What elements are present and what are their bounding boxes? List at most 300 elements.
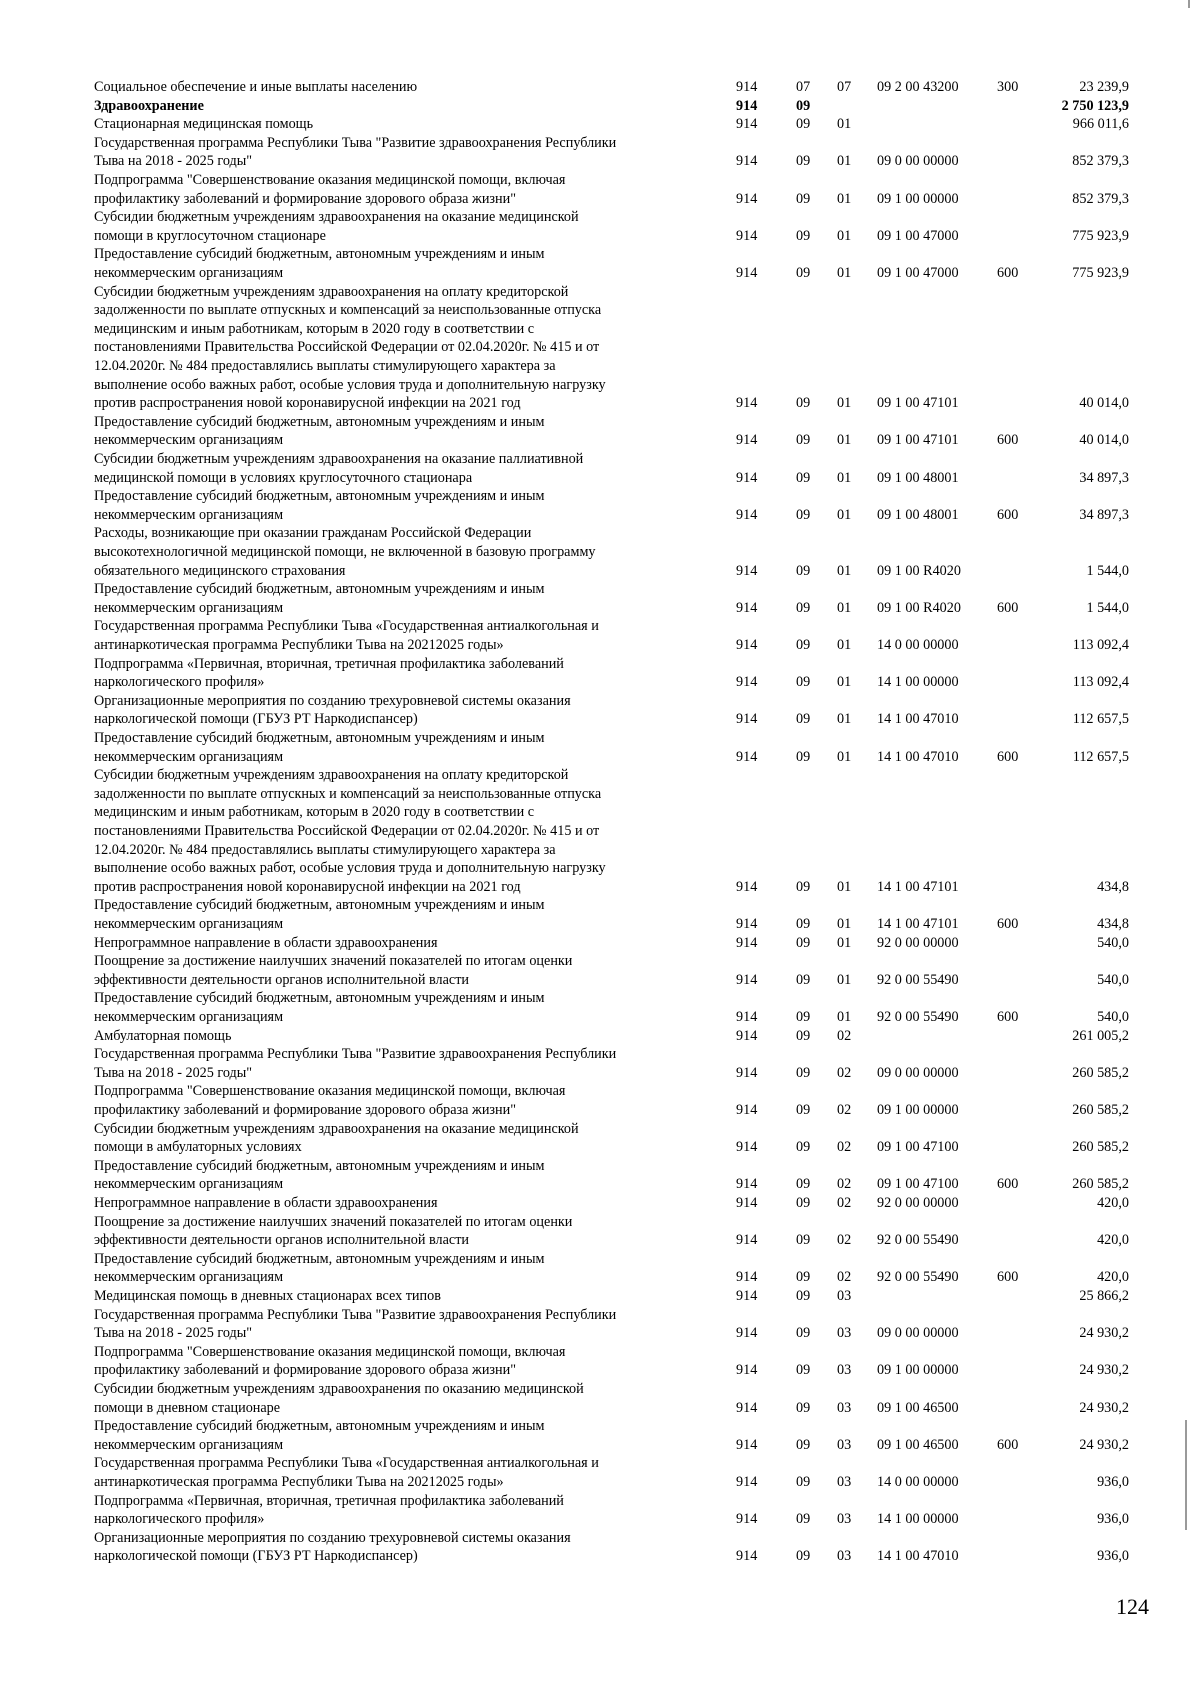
amount: 420,0 [1097, 1269, 1129, 1286]
table-row [0, 413, 1200, 450]
subsection-code: 02 [837, 1027, 852, 1044]
expense-type-code: 600 [997, 1008, 1019, 1025]
amount: 112 657,5 [1072, 748, 1129, 765]
amount: 40 014,0 [1079, 432, 1129, 449]
amount: 936,0 [1097, 1473, 1129, 1490]
row-description [94, 896, 700, 933]
row-description-line: эффективности деятельности органов исполнительной власти [94, 1232, 469, 1249]
row-description-line: задолженности по выплате отпускных и компенсаций за неиспользованные отпуска [94, 302, 602, 319]
amount: 112 657,5 [1072, 711, 1129, 728]
row-description-line: некоммерческим организациям [94, 1436, 284, 1453]
expense-type-code: 600 [997, 915, 1019, 932]
page-number: 124 [1116, 1594, 1149, 1619]
row-description [94, 952, 700, 989]
section-code: 07 [796, 79, 811, 95]
row-description-line: Предоставление субсидий бюджетным, автономным учреждениям и иным [94, 730, 545, 746]
admin-code: 914 [736, 1139, 758, 1156]
row-description-line: некоммерческим организациям [94, 748, 284, 765]
row-description-line: наркологической помощи (ГБУЗ РТ Наркодиспансер) [94, 1548, 418, 1565]
row-description-line: наркологического профиля» [94, 674, 265, 691]
amount: 34 897,3 [1079, 506, 1129, 523]
table-row [0, 692, 1200, 729]
scan-edge-line [1185, 1420, 1187, 1530]
row-description [94, 134, 700, 171]
admin-code: 914 [736, 469, 758, 486]
subsection-code: 03 [837, 1325, 852, 1342]
subsection-code: 01 [837, 506, 852, 523]
row-description-line: некоммерческим организациям [94, 599, 284, 616]
row-description [94, 1287, 700, 1306]
row-description-line: Тыва на 2018 - 2025 годы" [94, 1064, 253, 1081]
amount: 540,0 [1097, 934, 1129, 951]
subsection-code: 02 [837, 1269, 852, 1286]
target-article-code: 09 1 00 47000 [877, 227, 959, 244]
table-row [0, 245, 1200, 282]
amount: 1 544,0 [1086, 599, 1129, 616]
target-article-code: 09 1 00 R4020 [877, 562, 961, 579]
row-description-line: Предоставление субсидий бюджетным, автономным учреждениям и иным [94, 1250, 545, 1267]
admin-code: 914 [736, 1269, 758, 1286]
expense-type-code: 600 [997, 506, 1019, 523]
subsection-code: 01 [837, 562, 852, 579]
table-row [0, 934, 1200, 953]
admin-code: 914 [736, 674, 758, 691]
expense-type-code: 300 [997, 79, 1019, 95]
section-code: 09 [796, 915, 811, 932]
subsection-code: 02 [837, 1139, 852, 1156]
row-description [94, 729, 700, 766]
row-description-line: Субсидии бюджетным учреждениям здравоохранения по оказанию медицинской [94, 1381, 584, 1397]
row-description-line: Поощрение за достижение наилучших значений показателей по итогам оценки [94, 1213, 573, 1230]
target-article-code: 09 1 00 R4020 [877, 599, 961, 616]
amount: 260 585,2 [1072, 1101, 1129, 1118]
admin-code: 914 [736, 1362, 758, 1379]
row-description-line: профилактику заболеваний и формирование здорового образа жизни" [94, 190, 516, 207]
section-code: 09 [796, 264, 811, 281]
section-code: 09 [796, 711, 811, 728]
section-code: 09 [796, 562, 811, 579]
admin-code: 914 [736, 227, 758, 244]
row-description-line: Предоставление субсидий бюджетным, автономным учреждениям и иным [94, 990, 545, 1007]
row-description-line: некоммерческим организациям [94, 915, 284, 932]
subsection-code: 03 [837, 1399, 852, 1416]
row-description-line: Предоставление субсидий бюджетным, автономным учреждениям и иным [94, 488, 545, 505]
row-description-line: наркологической помощи (ГБУЗ РТ Наркодиспансер) [94, 711, 418, 728]
admin-code: 914 [736, 1101, 758, 1118]
amount: 540,0 [1097, 971, 1129, 988]
expense-type-code: 600 [997, 748, 1019, 765]
section-code: 09 [796, 1436, 811, 1453]
amount: 775 923,9 [1072, 264, 1129, 281]
row-description-line: некоммерческим организациям [94, 432, 284, 449]
section-code: 09 [796, 116, 811, 133]
row-description [94, 1417, 700, 1454]
table-row [0, 1045, 1200, 1082]
row-description-line: Субсидии бюджетным учреждениям здравоохранения на оказание медицинской [94, 209, 579, 226]
admin-code: 914 [736, 636, 758, 653]
row-description-line: некоммерческим организациям [94, 506, 284, 523]
row-description-line: Здравоохранение [94, 97, 204, 114]
row-description [94, 989, 700, 1026]
row-description [94, 97, 700, 116]
table-row [0, 1529, 1200, 1566]
target-article-code: 09 2 00 43200 [877, 79, 959, 95]
row-description-line: медицинской помощи в условиях круглосуточного стационара [94, 469, 473, 486]
admin-code: 914 [736, 1548, 758, 1565]
subsection-code: 02 [837, 1195, 852, 1211]
row-description-line: Непрограммное направление в области здравоохранения [94, 1195, 438, 1211]
subsection-code: 01 [837, 116, 852, 133]
expense-type-code: 600 [997, 599, 1019, 616]
amount: 24 930,2 [1079, 1436, 1129, 1453]
target-article-code: 09 1 00 48001 [877, 506, 959, 523]
target-article-code: 09 1 00 46500 [877, 1399, 959, 1416]
table-row [0, 283, 1200, 413]
target-article-code: 92 0 00 55490 [877, 971, 959, 988]
row-description-line: Непрограммное направление в области здравоохранения [94, 934, 438, 951]
row-description [94, 283, 700, 413]
row-description [94, 1120, 700, 1157]
subsection-code: 01 [837, 227, 852, 244]
subsection-code: 01 [837, 599, 852, 616]
target-article-code: 09 0 00 00000 [877, 1325, 959, 1342]
admin-code: 914 [736, 934, 758, 951]
section-code: 09 [796, 190, 811, 207]
row-description [94, 617, 700, 654]
row-description [94, 78, 700, 97]
row-description-line: постановлениями Правительства Российской Федерации от 02.04.2020г. № 415 и от [94, 339, 600, 356]
target-article-code: 14 1 00 47101 [877, 878, 959, 895]
table-row [0, 952, 1200, 989]
row-description [94, 580, 700, 617]
admin-code: 914 [736, 432, 758, 449]
row-description-line: 12.04.2020г. № 484 предоставлялись выплаты стимулирующего характера за [94, 357, 556, 374]
section-code: 09 [796, 97, 811, 114]
row-description-line: медицинским и иным работникам, которым в 2020 году в соответствии с [94, 804, 535, 821]
section-code: 09 [796, 599, 811, 616]
section-code: 09 [796, 1325, 811, 1342]
amount: 261 005,2 [1072, 1027, 1129, 1044]
expense-type-code: 600 [997, 264, 1019, 281]
admin-code: 914 [736, 1176, 758, 1193]
amount: 24 930,2 [1079, 1325, 1129, 1342]
row-description [94, 1454, 700, 1491]
table-row [0, 134, 1200, 171]
row-description-line: Медицинская помощь в дневных стационарах всех типов [94, 1288, 441, 1304]
table-row [0, 1194, 1200, 1213]
target-article-code: 92 0 00 00000 [877, 1195, 959, 1211]
table-row [0, 617, 1200, 654]
expense-type-code: 600 [997, 432, 1019, 449]
amount: 966 011,6 [1072, 116, 1129, 133]
section-code: 09 [796, 469, 811, 486]
admin-code: 914 [736, 153, 758, 170]
row-description-line: Предоставление субсидий бюджетным, автономным учреждениям и иным [94, 897, 545, 914]
target-article-code: 92 0 00 55490 [877, 1232, 959, 1249]
amount: 420,0 [1097, 1195, 1129, 1211]
target-article-code: 09 1 00 46500 [877, 1436, 959, 1453]
amount: 34 897,3 [1079, 469, 1129, 486]
row-description-line: Организационные мероприятия по созданию трехуровневой системы оказания [94, 1529, 571, 1546]
table-row [0, 1417, 1200, 1454]
subsection-code: 01 [837, 878, 852, 895]
table-row [0, 729, 1200, 766]
admin-code: 914 [736, 971, 758, 988]
amount: 420,0 [1097, 1232, 1129, 1249]
amount: 260 585,2 [1072, 1176, 1129, 1193]
row-description-line: Подпрограмма «Первичная, вторичная, третичная профилактика заболеваний [94, 1492, 564, 1509]
section-code: 09 [796, 1473, 811, 1490]
admin-code: 914 [736, 1288, 758, 1304]
row-description-line: Государственная программа Республики Тыва "Развитие здравоохранения Республики [94, 1306, 617, 1323]
target-article-code: 92 0 00 00000 [877, 934, 959, 951]
row-description-line: Государственная программа Республики Тыва «Государственная антиалкогольная и [94, 1455, 599, 1472]
section-code: 09 [796, 1548, 811, 1565]
row-description-line: Социальное обеспечение и иные выплаты населению [94, 79, 418, 95]
row-description-line: Подпрограмма "Совершенствование оказания медицинской помощи, включая [94, 1083, 566, 1100]
row-description-line: некоммерческим организациям [94, 264, 284, 281]
table-row [0, 524, 1200, 580]
amount: 434,8 [1097, 915, 1129, 932]
row-description-line: Субсидии бюджетным учреждениям здравоохранения на оплату кредиторской [94, 767, 569, 784]
amount: 113 092,4 [1072, 674, 1129, 691]
row-description-line: Государственная программа Республики Тыва "Развитие здравоохранения Республики [94, 134, 617, 151]
expense-type-code: 600 [997, 1176, 1019, 1193]
subsection-code: 01 [837, 674, 852, 691]
subsection-code: 03 [837, 1288, 852, 1304]
section-code: 09 [796, 1362, 811, 1379]
admin-code: 914 [736, 599, 758, 616]
admin-code: 914 [736, 1473, 758, 1490]
target-article-code: 09 0 00 00000 [877, 153, 959, 170]
row-description [94, 1306, 700, 1343]
row-description-line: Предоставление субсидий бюджетным, автономным учреждениям и иным [94, 413, 545, 430]
subsection-code: 03 [837, 1436, 852, 1453]
row-description-line: помощи в дневном стационаре [94, 1399, 281, 1416]
row-description-line: медицинским и иным работникам, которым в 2020 году в соответствии с [94, 320, 535, 337]
admin-code: 914 [736, 1511, 758, 1528]
subsection-code: 01 [837, 1008, 852, 1025]
section-code: 09 [796, 1269, 811, 1286]
subsection-code: 03 [837, 1548, 852, 1565]
row-description-line: обязательного медицинского страхования [94, 562, 346, 579]
table-row [0, 1343, 1200, 1380]
admin-code: 914 [736, 1325, 758, 1342]
row-description-line: Предоставление субсидий бюджетным, автономным учреждениям и иным [94, 581, 545, 598]
amount: 936,0 [1097, 1511, 1129, 1528]
admin-code: 914 [736, 748, 758, 765]
table-row [0, 171, 1200, 208]
row-description-line: Тыва на 2018 - 2025 годы" [94, 1325, 253, 1342]
row-description-line: помощи в круглосуточном стационаре [94, 227, 326, 244]
table-row [0, 1306, 1200, 1343]
subsection-code: 02 [837, 1101, 852, 1118]
admin-code: 914 [736, 79, 758, 95]
target-article-code: 14 0 00 00000 [877, 1473, 959, 1490]
amount: 23 239,9 [1079, 79, 1129, 95]
section-code: 09 [796, 153, 811, 170]
row-description-line: против распространения новой коронавирусной инфекции на 2021 год [94, 395, 521, 412]
row-description-line: постановлениями Правительства Российской Федерации от 02.04.2020г. № 415 и от [94, 822, 600, 839]
section-code: 09 [796, 1176, 811, 1193]
subsection-code: 01 [837, 711, 852, 728]
row-description-line: Государственная программа Республики Тыва "Развитие здравоохранения Республики [94, 1046, 617, 1063]
admin-code: 914 [736, 1195, 758, 1211]
amount: 936,0 [1097, 1548, 1129, 1565]
target-article-code: 09 1 00 47000 [877, 264, 959, 281]
table-row [0, 1454, 1200, 1491]
admin-code: 914 [736, 1027, 758, 1044]
subsection-code: 02 [837, 1232, 852, 1249]
row-description-line: профилактику заболеваний и формирование здорового образа жизни" [94, 1362, 516, 1379]
subsection-code: 07 [837, 79, 852, 95]
row-description [94, 171, 700, 208]
row-description-line: 12.04.2020г. № 484 предоставлялись выплаты стимулирующего характера за [94, 841, 556, 858]
row-description-line: антинаркотическая программа Республики Тыва на 20212025 годы» [94, 1473, 504, 1490]
row-description-line: Организационные мероприятия по созданию трехуровневой системы оказания [94, 692, 571, 709]
section-code: 09 [796, 395, 811, 412]
row-description [94, 1250, 700, 1287]
admin-code: 914 [736, 395, 758, 412]
row-description-line: Предоставление субсидий бюджетным, автономным учреждениям и иным [94, 1157, 545, 1174]
section-code: 09 [796, 878, 811, 895]
amount: 852 379,3 [1072, 190, 1129, 207]
section-code: 09 [796, 227, 811, 244]
row-description [94, 413, 700, 450]
scan-corner-mark [1188, 0, 1190, 8]
admin-code: 914 [736, 1008, 758, 1025]
target-article-code: 09 1 00 00000 [877, 1362, 959, 1379]
row-description [94, 487, 700, 524]
admin-code: 914 [736, 1436, 758, 1453]
subsection-code: 01 [837, 636, 852, 653]
target-article-code: 92 0 00 55490 [877, 1008, 959, 1025]
row-description-line: выполнение особо важных работ, особые условия труда и дополнительную нагрузку [94, 860, 606, 877]
subsection-code: 01 [837, 153, 852, 170]
target-article-code: 09 1 00 00000 [877, 190, 959, 207]
amount: 1 544,0 [1086, 562, 1129, 579]
row-description-line: Предоставление субсидий бюджетным, автономным учреждениям и иным [94, 1418, 545, 1435]
section-code: 09 [796, 674, 811, 691]
target-article-code: 14 1 00 00000 [877, 1511, 959, 1528]
table-row [0, 1380, 1200, 1417]
subsection-code: 02 [837, 1176, 852, 1193]
admin-code: 914 [736, 878, 758, 895]
table-row [0, 450, 1200, 487]
section-code: 09 [796, 1399, 811, 1416]
subsection-code: 02 [837, 1064, 852, 1081]
row-description [94, 245, 700, 282]
table-row [0, 580, 1200, 617]
row-description-line: помощи в амбулаторных условиях [94, 1139, 302, 1156]
row-description-line: наркологического профиля» [94, 1511, 265, 1528]
row-description-line: некоммерческим организациям [94, 1008, 284, 1025]
row-description [94, 655, 700, 692]
section-code: 09 [796, 1511, 811, 1528]
table-row [0, 1250, 1200, 1287]
amount: 24 930,2 [1079, 1399, 1129, 1416]
target-article-code: 92 0 00 55490 [877, 1269, 959, 1286]
section-code: 09 [796, 971, 811, 988]
row-description [94, 934, 700, 953]
row-description [94, 1343, 700, 1380]
table-row [0, 989, 1200, 1026]
row-description [94, 115, 700, 134]
amount: 260 585,2 [1072, 1064, 1129, 1081]
subsection-code: 01 [837, 190, 852, 207]
table-row [0, 115, 1200, 134]
section-code: 09 [796, 636, 811, 653]
row-description-line: Субсидии бюджетным учреждениям здравоохранения на оказание паллиативной [94, 451, 584, 467]
row-description [94, 208, 700, 245]
amount: 25 866,2 [1079, 1288, 1129, 1304]
subsection-code: 03 [837, 1362, 852, 1379]
row-description-line: Расходы, возникающие при оказании гражданам Российской Федерации [94, 525, 532, 542]
subsection-code: 03 [837, 1473, 852, 1490]
admin-code: 914 [736, 1399, 758, 1416]
row-description [94, 1492, 700, 1529]
row-description-line: Подпрограмма "Совершенствование оказания медицинской помощи, включая [94, 1343, 566, 1360]
target-article-code: 09 0 00 00000 [877, 1064, 959, 1081]
row-description [94, 1157, 700, 1194]
table-row [0, 655, 1200, 692]
row-description-line: некоммерческим организациям [94, 1269, 284, 1286]
subsection-code: 01 [837, 264, 852, 281]
admin-code: 914 [736, 97, 758, 114]
target-article-code: 09 1 00 47101 [877, 395, 959, 412]
admin-code: 914 [736, 562, 758, 579]
subsection-code: 01 [837, 748, 852, 765]
target-article-code: 14 1 00 47010 [877, 1548, 959, 1565]
row-description [94, 524, 700, 580]
table-row [0, 1157, 1200, 1194]
table-row [0, 1287, 1200, 1306]
target-article-code: 09 1 00 47101 [877, 432, 959, 449]
row-description-line: Амбулаторная помощь [94, 1027, 232, 1044]
admin-code: 914 [736, 1064, 758, 1081]
amount: 113 092,4 [1072, 636, 1129, 653]
row-description-line: эффективности деятельности органов исполнительной власти [94, 971, 469, 988]
amount: 852 379,3 [1072, 153, 1129, 170]
amount: 260 585,2 [1072, 1139, 1129, 1156]
subsection-code: 01 [837, 395, 852, 412]
row-description [94, 1380, 700, 1417]
admin-code: 914 [736, 506, 758, 523]
row-description-line: антинаркотическая программа Республики Тыва на 20212025 годы» [94, 636, 504, 653]
admin-code: 914 [736, 711, 758, 728]
target-article-code: 14 1 00 00000 [877, 674, 959, 691]
row-description [94, 1027, 700, 1046]
table-row [0, 1492, 1200, 1529]
section-code: 09 [796, 748, 811, 765]
section-code: 09 [796, 934, 811, 951]
subsection-code: 01 [837, 915, 852, 932]
row-description-line: задолженности по выплате отпускных и компенсаций за неиспользованные отпуска [94, 785, 602, 802]
expense-type-code: 600 [997, 1436, 1019, 1453]
table-row [0, 766, 1200, 896]
row-description [94, 1194, 700, 1213]
section-code: 09 [796, 506, 811, 523]
row-description-line: выполнение особо важных работ, особые условия труда и дополнительную нагрузку [94, 376, 606, 393]
target-article-code: 14 1 00 47010 [877, 748, 959, 765]
row-description-line: Субсидии бюджетным учреждениям здравоохранения на оказание медицинской [94, 1120, 579, 1137]
row-description [94, 1045, 700, 1082]
subsection-code: 03 [837, 1511, 852, 1528]
section-code: 09 [796, 1288, 811, 1304]
row-description-line: Подпрограмма "Совершенствование оказания медицинской помощи, включая [94, 172, 566, 188]
section-code: 09 [796, 1027, 811, 1044]
section-code: 09 [796, 1232, 811, 1249]
